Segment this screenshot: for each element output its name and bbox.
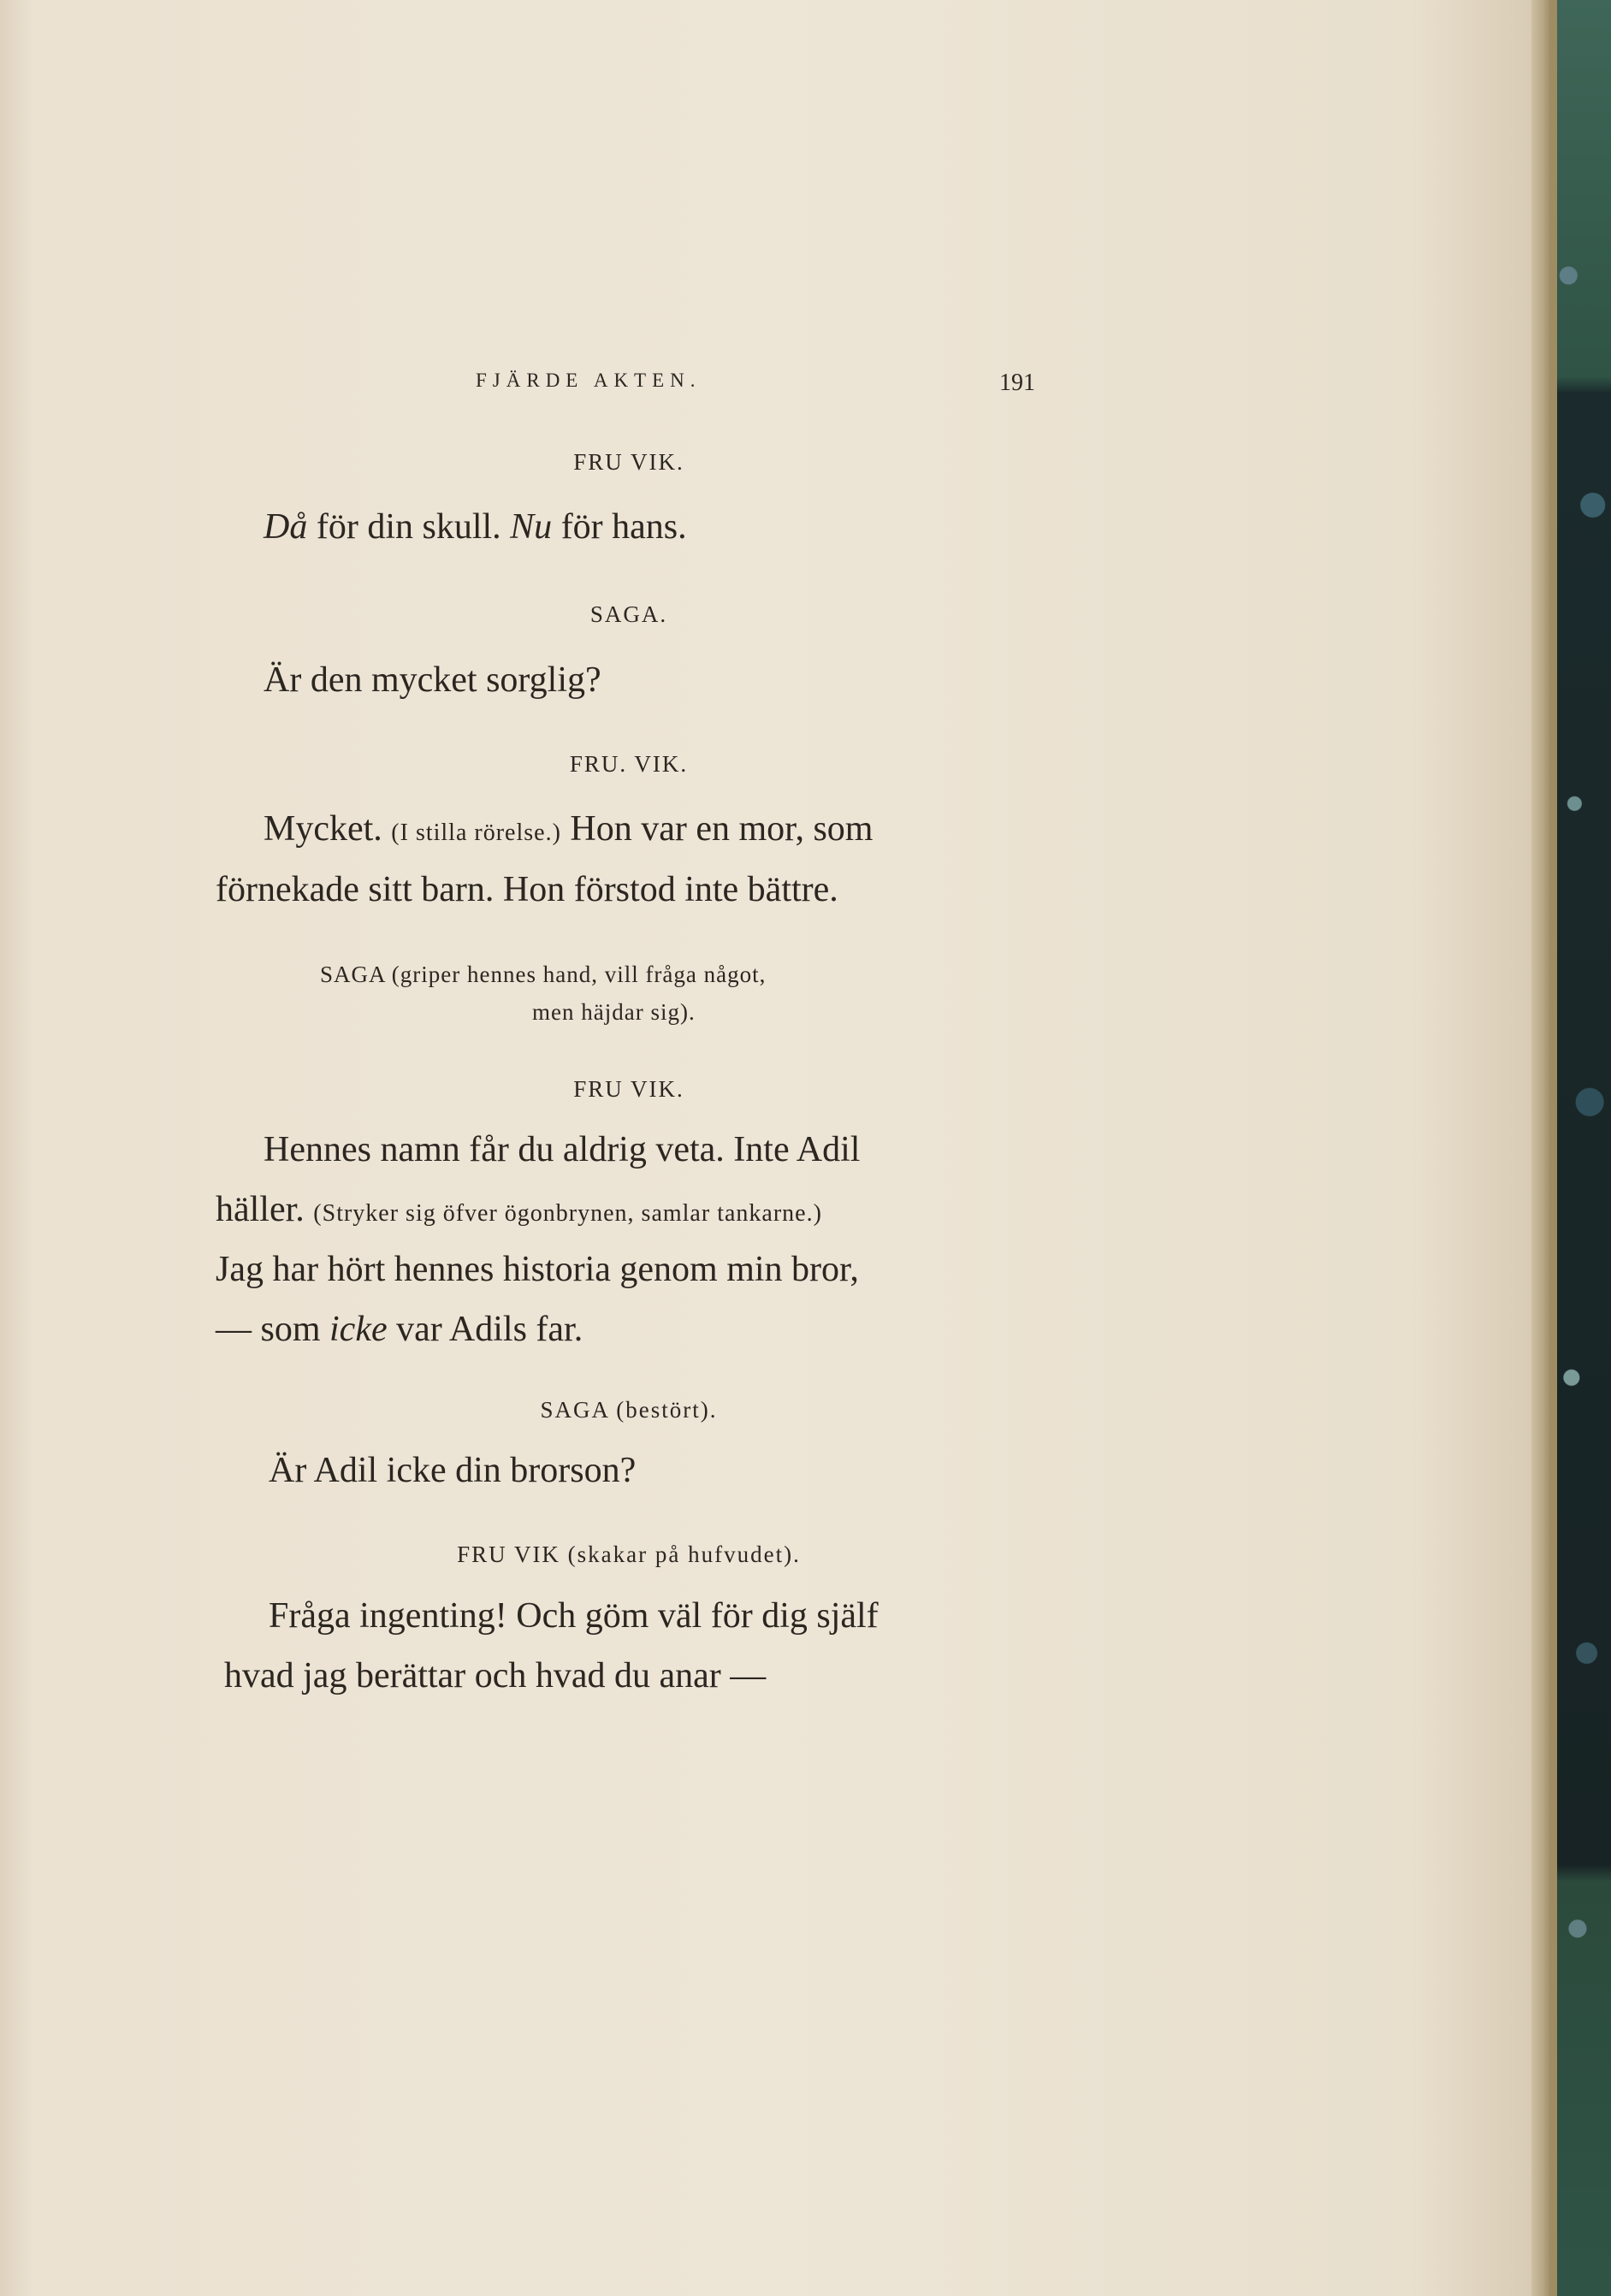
speaker-label: SAGA. <box>589 601 668 627</box>
stage-direction: (I stilla rörelse.) <box>391 820 561 846</box>
text: Hon var en mor, som <box>560 809 874 849</box>
speaker-label: FRU VIK. <box>573 1076 684 1102</box>
speaker-label: FRU VIK (skakar på hufvudet). <box>457 1542 801 1567</box>
text: för hans. <box>552 507 687 547</box>
speaker-label: SAGA (bestört). <box>540 1397 718 1423</box>
dialogue-line <box>264 808 873 849</box>
page-number: 191 <box>999 370 1035 396</box>
dialogue-line: hvad jag berättar och hvad du anar — <box>224 1656 767 1695</box>
dialogue-line: Hennes namn får du aldrig veta. Inte Adil <box>264 1130 861 1169</box>
dialogue-line: Jag har hört hennes historia genom min bror, <box>216 1250 859 1289</box>
text: för din skull. <box>307 507 511 547</box>
chapter-title: FJÄRDE AKTEN. <box>476 370 702 391</box>
dialogue-line <box>216 1309 583 1350</box>
emphasis: icke <box>329 1310 388 1349</box>
dialogue-line: förnekade sitt barn. Hon förstod inte bättre. <box>216 870 838 909</box>
emphasis: Nu <box>510 507 553 547</box>
dialogue-line: Är Adil icke din brorson? <box>269 1451 637 1490</box>
stage-direction: (Stryker sig öfver ögonbrynen, samlar tankarne.) <box>313 1200 822 1227</box>
dialogue-line <box>216 1189 822 1230</box>
page-gutter <box>1531 0 1550 2296</box>
dialogue-line: Är den mycket sorglig? <box>264 660 601 700</box>
text: — som <box>216 1310 330 1349</box>
text: häller. <box>216 1190 314 1229</box>
marbled-cover-edge <box>1550 0 1611 2296</box>
stage-direction: SAGA (griper hennes hand, vill fråga något, <box>320 962 767 987</box>
stage-direction: men häjdar sig). <box>532 999 696 1025</box>
speaker-label: FRU. VIK. <box>569 751 689 777</box>
speaker-label: FRU VIK. <box>573 449 684 475</box>
text: var Adils far. <box>387 1310 583 1349</box>
dialogue-line <box>264 506 687 547</box>
text: Mycket. <box>264 809 392 849</box>
dialogue-line: Fråga ingenting! Och göm väl för dig själf <box>269 1596 879 1636</box>
emphasis: Då <box>264 507 308 547</box>
